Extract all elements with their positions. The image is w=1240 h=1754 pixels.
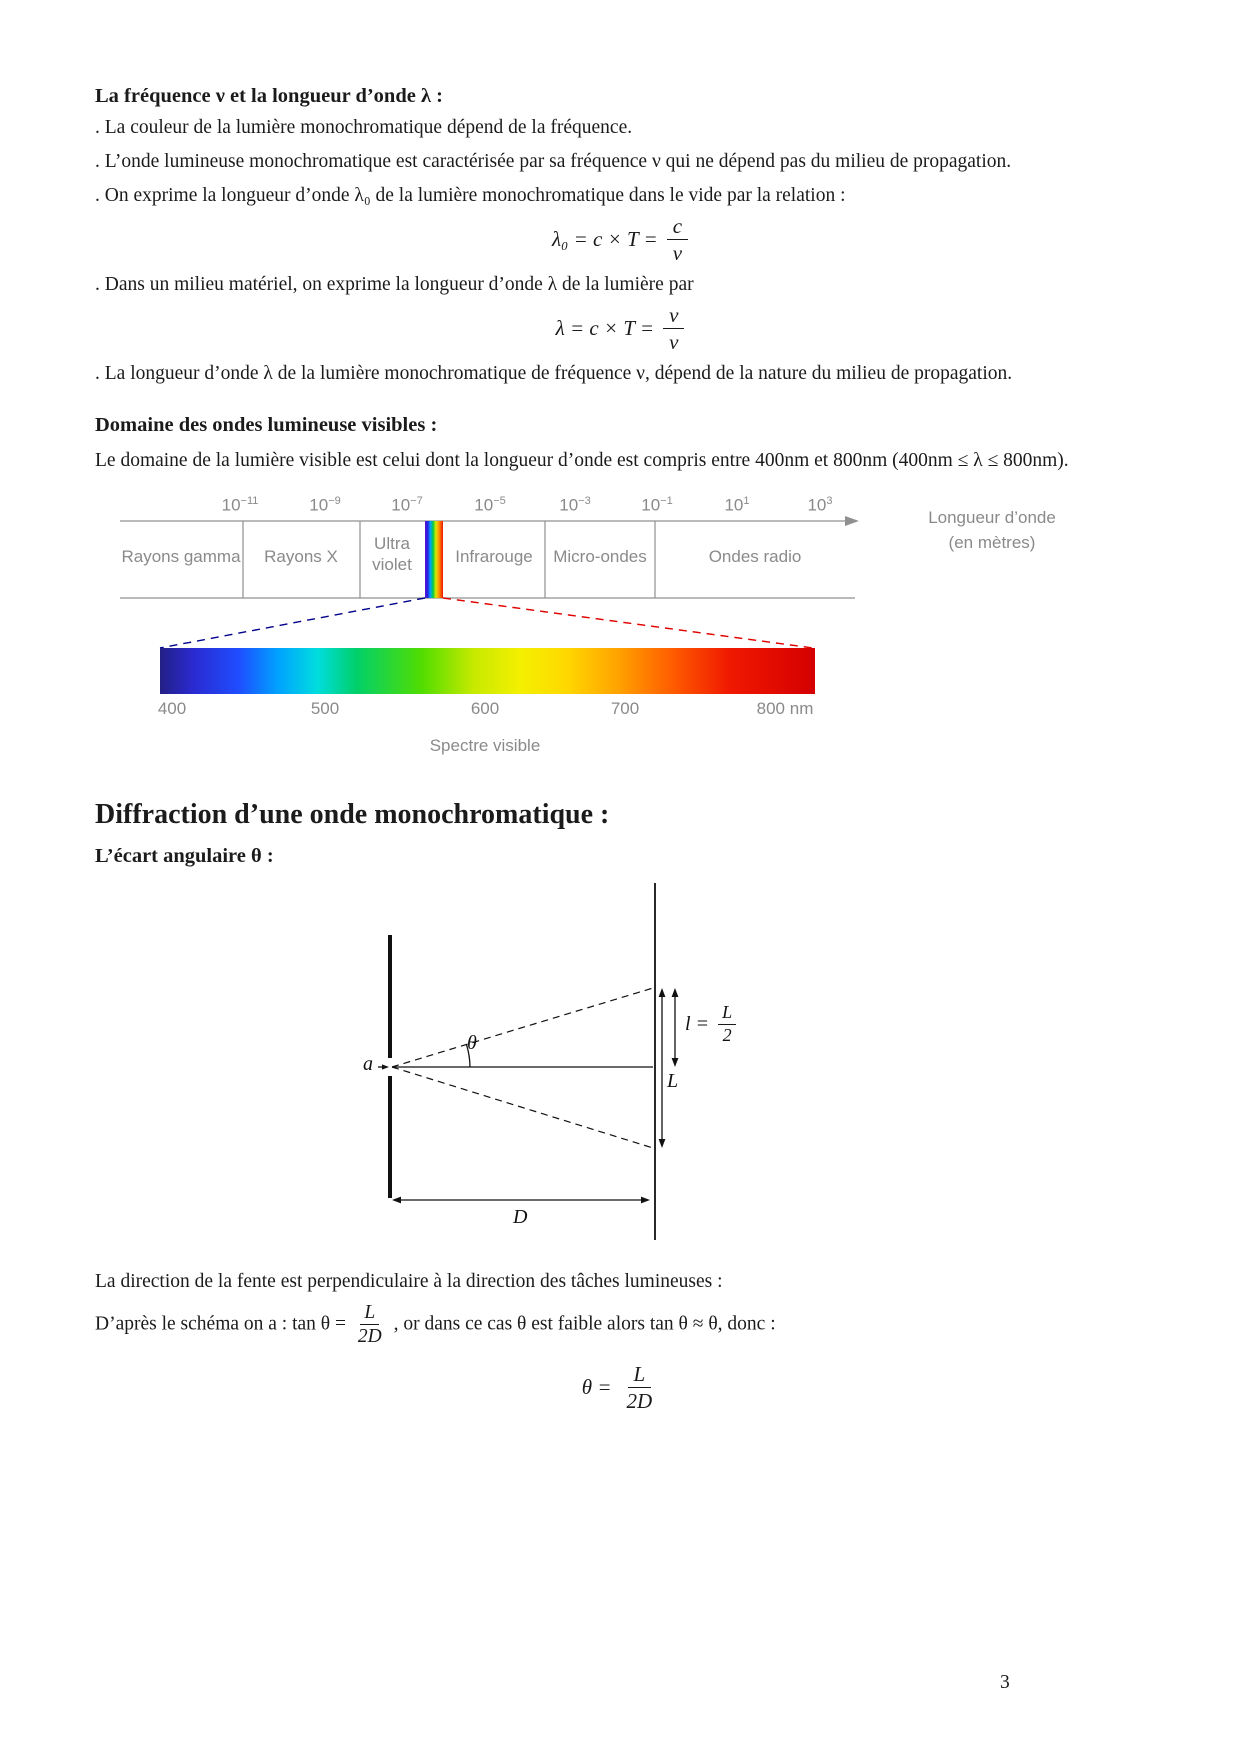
fraction-denominator: ν [672, 240, 683, 265]
page-content [95, 85, 1145, 1417]
fraction-numerator: c [667, 214, 688, 240]
wavelength-axis-label-line2: (en mètres) [948, 533, 1036, 553]
paragraph-longueur-nature: . La longueur d’onde λ de la lumière monochromatique de fréquence ν, dépend de la nature du milieu de propagation. [95, 363, 1013, 385]
fraction [667, 214, 688, 265]
section-heading-frequence: La fréquence ν et la longueur d’onde λ : [95, 85, 443, 107]
schema-text-after: , or dans ce cas θ est faible alors tan θ ≈ θ, donc : [393, 1313, 776, 1335]
paragraph-couleur: . La couleur de la lumière monochromatique dépend de la fréquence. [95, 117, 633, 138]
inline-fraction [354, 1302, 386, 1348]
axis-tick-label: $10^{-3}$ [559, 494, 591, 515]
schema-text-before: D’après le schéma on a : tan θ = [95, 1313, 346, 1335]
fraction-denominator: 2D [357, 1326, 382, 1348]
formula-lambda-vide [95, 214, 1145, 265]
formula-lhs: λ = c × T = [555, 315, 655, 340]
diffraction-diagram [95, 880, 1145, 1252]
axis-tick-label: $10^{-5}$ [474, 494, 506, 515]
band-label-infrarouge: Infrarouge [455, 546, 533, 566]
page-number: 3 [1000, 1672, 1010, 1693]
band-label-gamma: Rayons gamma [121, 546, 241, 566]
angle-theta-label: θ [467, 1031, 477, 1054]
scale-label-500: 500 [310, 698, 340, 718]
wavelength-axis-label-line1: Longueur d’onde [928, 507, 1056, 527]
fraction-numerator: v [663, 303, 684, 329]
screen-height-label: L [667, 1069, 679, 1092]
fraction-denominator: 2D [626, 1388, 653, 1413]
paragraph-relation-vide: . On exprime la longueur d’onde λ₀ de la lumière monochromatique dans le vide par la relation : [95, 184, 846, 206]
fraction-numerator: L [360, 1302, 379, 1325]
formula-theta [95, 1362, 1145, 1413]
band-label-rayons-x: Rayons X [264, 546, 338, 566]
axis-tick-label: $10^{-11}$ [221, 494, 259, 515]
band-label-ondes-radio: Ondes radio [708, 546, 802, 566]
formula-lhs: λ₀ = c × T = [551, 226, 658, 251]
slit-width-label: a [363, 1052, 373, 1075]
axis-tick-label: $10^{-1}$ [641, 494, 673, 515]
slit-screen-distance-label: D [513, 1205, 528, 1228]
axis-tick-label: $10^3$ [807, 494, 833, 515]
fraction-denominator: ν [669, 329, 679, 354]
paragraph-onde-caracterisee: . L’onde lumineuse monochromatique est caractérisée par sa fréquence ν qui ne dépend pas du milieu de propagation. [95, 150, 1012, 172]
axis-tick-label: $10^{-7}$ [391, 494, 423, 515]
fraction-numerator: L [628, 1362, 652, 1388]
spectrum-caption: Spectre visible [429, 735, 541, 755]
scale-label-400: 400 [157, 698, 187, 718]
band-label-ultraviolet: Ultra violet [372, 533, 412, 575]
scale-label-600: 600 [470, 698, 500, 718]
axis-tick-label: $10^{-9}$ [309, 494, 341, 515]
formula-lambda-milieu [95, 303, 1145, 354]
axis-tick-label: $10^1$ [724, 494, 750, 515]
band-label-micro-ondes: Micro-ondes [553, 546, 647, 566]
fraction [663, 303, 684, 354]
scale-label-700: 700 [610, 698, 640, 718]
em-spectrum-diagram [95, 493, 1145, 773]
subsection-heading-ecart-angulaire: L’écart angulaire θ : [95, 844, 274, 867]
section-heading-domaine: Domaine des ondes lumineuse visibles : [95, 413, 438, 436]
half-width-label: l = $\frac{L}{2}$ [685, 1003, 739, 1046]
paragraph-domaine-visible: Le domaine de la lumière visible est celui dont la longueur d’onde est compris entre 400nm et 800nm (400nm ≤ λ ≤ 800nm). [95, 449, 1069, 471]
diffraction-graphics [95, 880, 1145, 1252]
paragraph-direction-fente: La direction de la fente est perpendiculaire à la direction des tâches lumineuses : [95, 1270, 723, 1292]
paragraph-milieu-materiel: . Dans un milieu matériel, on exprime la longueur d’onde λ de la lumière par [95, 273, 694, 295]
section-heading-diffraction: Diffraction d’une onde monochromatique : [95, 798, 610, 830]
scale-label-800: 800 nm [756, 698, 814, 718]
paragraph-schema [95, 1302, 1145, 1348]
wavelength-axis-label [867, 505, 1117, 556]
formula-lhs: θ = [581, 1374, 612, 1399]
fraction [621, 1362, 659, 1413]
